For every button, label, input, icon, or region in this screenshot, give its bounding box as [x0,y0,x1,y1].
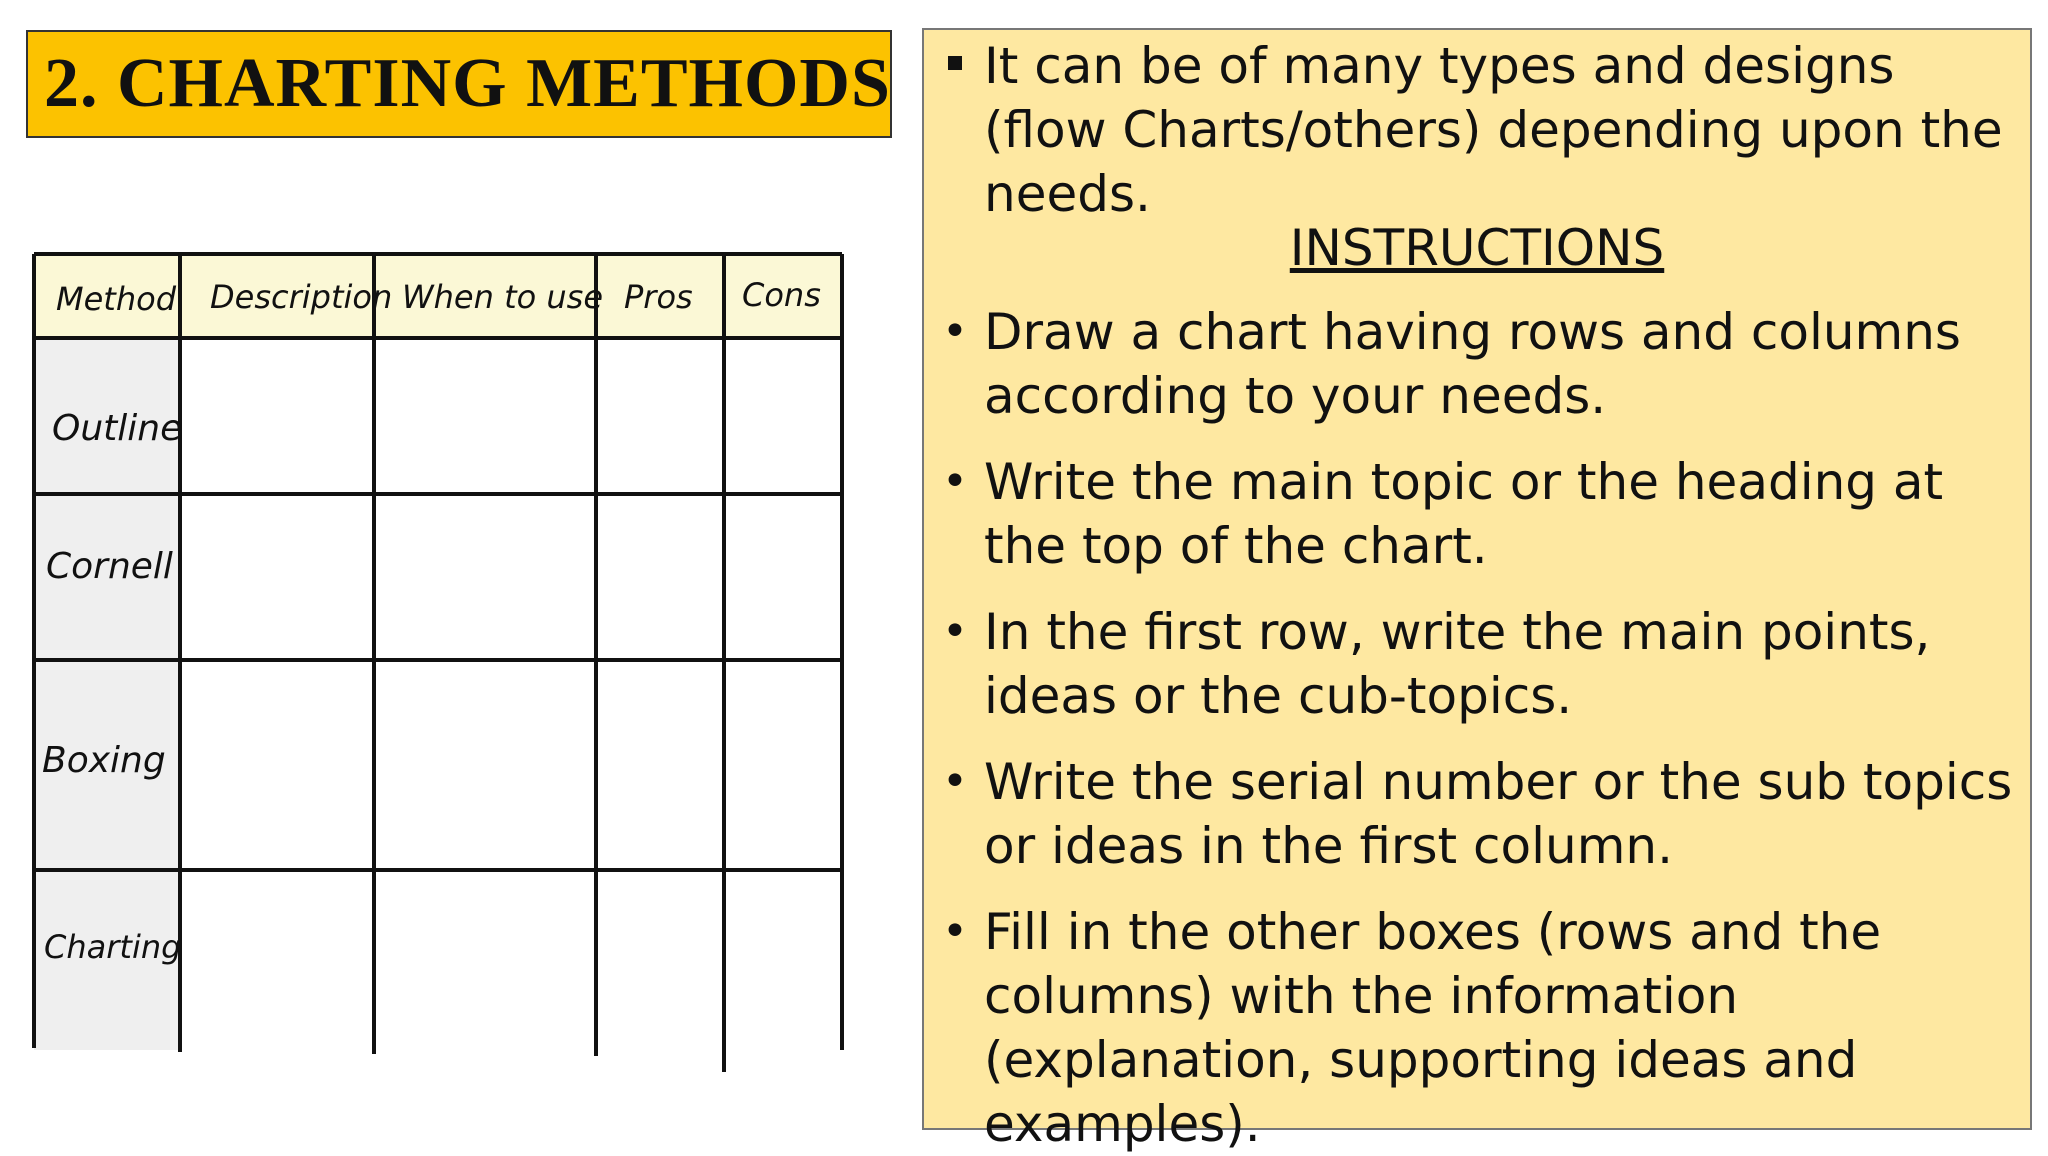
slide-title: 2. CHARTING METHODS [44,45,891,122]
intro-text: It can be of many types and designs (flow Charts/others) depending upon the needs. [984,37,2003,223]
bullet-item [942,300,2024,428]
bullet-icon: • [942,906,968,957]
bullet-icon: • [942,456,968,507]
row-charting: Charting [44,928,182,966]
row-outline: Outline [52,408,183,449]
header-when-to-use: When to use [402,278,603,316]
header-cons: Cons [742,276,821,314]
bullet-item [942,600,2024,728]
table-drawing [0,0,900,1152]
bullet-item [942,450,2024,578]
bullet-text: Write the serial number or the sub topics or ideas in the first column. [984,753,2013,875]
row-cornell: Cornell [46,546,173,587]
header-description: Description [210,278,393,316]
bullet-item [942,750,2024,878]
charting-table [0,0,900,1152]
bullet-text: Draw a chart having rows and columns according to your needs. [984,303,1961,425]
intro-item [984,34,2024,226]
bullet-text: In the first row, write the main points, ideas or the cub-topics. [984,603,1931,725]
row-boxing: Boxing [42,740,166,781]
bullet-item [942,900,2024,1156]
bullet-icon: • [942,756,968,807]
header-pros: Pros [624,278,693,316]
bullet-text: Fill in the other boxes (rows and the columns) with the information (explanation, supporting ideas and examples). [984,903,1882,1153]
square-bullet-icon [948,56,962,70]
instructions-heading: INSTRUCTIONS [1289,219,1665,277]
bullet-icon: • [942,606,968,657]
header-method: Method [56,280,177,318]
bullet-text: Write the main topic or the heading at the top of the chart. [984,453,1944,575]
bullet-icon: • [942,306,968,357]
instructions-panel [922,28,2032,1153]
